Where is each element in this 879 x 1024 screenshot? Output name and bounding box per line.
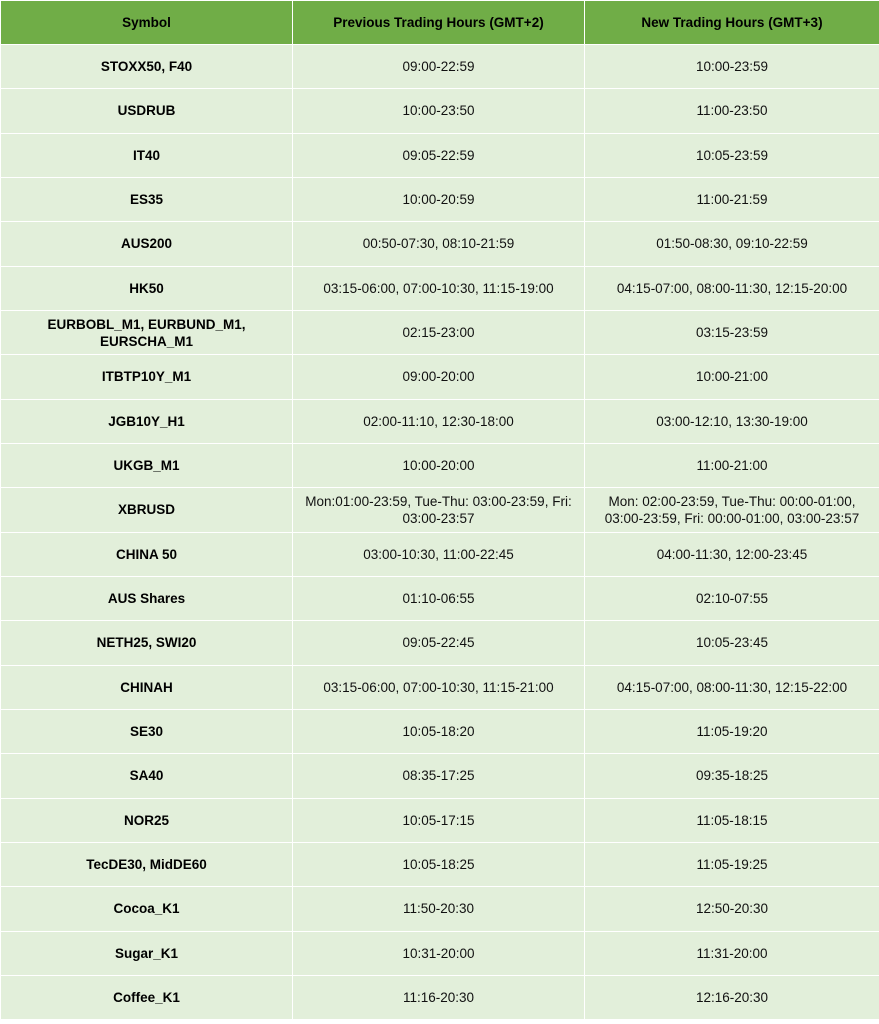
previous-hours-cell: 09:05-22:45 (293, 621, 585, 665)
table-row (1, 222, 879, 266)
new-hours-cell: 02:10-07:55 (585, 576, 879, 620)
new-hours-cell: 11:05-18:15 (585, 798, 879, 842)
symbol-cell: NOR25 (1, 798, 293, 842)
new-hours-cell: 12:16-20:30 (585, 975, 879, 1019)
symbol-cell: EURBOBL_M1, EURBUND_M1, EURSCHA_M1 (1, 310, 293, 354)
symbol-column-header: Symbol (1, 1, 293, 45)
previous-hours-cell: 02:00-11:10, 12:30-18:00 (293, 399, 585, 443)
symbol-cell: ES35 (1, 177, 293, 221)
symbol-cell: TecDE30, MidDE60 (1, 842, 293, 886)
symbol-cell: JGB10Y_H1 (1, 399, 293, 443)
new-hours-cell: 04:15-07:00, 08:00-11:30, 12:15-22:00 (585, 665, 879, 709)
new-hours-cell: 04:00-11:30, 12:00-23:45 (585, 532, 879, 576)
new-hours-cell: 12:50-20:30 (585, 887, 879, 931)
symbol-cell: USDRUB (1, 89, 293, 133)
previous-hours-cell: 00:50-07:30, 08:10-21:59 (293, 222, 585, 266)
new-hours-cell: 10:00-23:59 (585, 45, 879, 89)
previous-hours-cell: 03:15-06:00, 07:00-10:30, 11:15-21:00 (293, 665, 585, 709)
symbol-cell: NETH25, SWI20 (1, 621, 293, 665)
previous-hours-cell: 10:05-18:20 (293, 709, 585, 753)
table-row (1, 177, 879, 221)
new-hours-cell: 10:00-21:00 (585, 355, 879, 399)
symbol-cell: AUS200 (1, 222, 293, 266)
previous-hours-cell: 10:00-20:00 (293, 443, 585, 487)
new-hours-column-header: New Trading Hours (GMT+3) (585, 1, 879, 45)
previous-hours-column-header: Previous Trading Hours (GMT+2) (293, 1, 585, 45)
table-row (1, 532, 879, 576)
symbol-cell: SA40 (1, 754, 293, 798)
symbol-cell: STOXX50, F40 (1, 45, 293, 89)
table-row (1, 621, 879, 665)
symbol-cell: Coffee_K1 (1, 975, 293, 1019)
previous-hours-cell: 10:05-18:25 (293, 842, 585, 886)
previous-hours-cell: 10:00-23:50 (293, 89, 585, 133)
symbol-cell: ITBTP10Y_M1 (1, 355, 293, 399)
table-row (1, 665, 879, 709)
symbol-cell: Cocoa_K1 (1, 887, 293, 931)
table-row (1, 89, 879, 133)
table-row (1, 576, 879, 620)
symbol-cell: HK50 (1, 266, 293, 310)
previous-hours-cell: 09:05-22:59 (293, 133, 585, 177)
previous-hours-cell: 03:00-10:30, 11:00-22:45 (293, 532, 585, 576)
new-hours-cell: 11:31-20:00 (585, 931, 879, 975)
table-row (1, 975, 879, 1019)
table-row (1, 754, 879, 798)
new-hours-cell: 10:05-23:59 (585, 133, 879, 177)
new-hours-cell: 10:05-23:45 (585, 621, 879, 665)
new-hours-cell: 11:00-23:50 (585, 89, 879, 133)
previous-hours-cell: 08:35-17:25 (293, 754, 585, 798)
previous-hours-cell: 10:00-20:59 (293, 177, 585, 221)
table-row (1, 488, 879, 532)
new-hours-cell: 03:15-23:59 (585, 310, 879, 354)
table-row (1, 399, 879, 443)
symbol-cell: CHINAH (1, 665, 293, 709)
table-row (1, 842, 879, 886)
previous-hours-cell: 10:31-20:00 (293, 931, 585, 975)
table-row (1, 798, 879, 842)
previous-hours-cell: 01:10-06:55 (293, 576, 585, 620)
new-hours-cell: Mon: 02:00-23:59, Tue-Thu: 00:00-01:00, 03:00-23:59, Fri: 00:00-01:00, 03:00-23:57 (585, 488, 879, 532)
previous-hours-cell: Mon:01:00-23:59, Tue-Thu: 03:00-23:59, Fri: 03:00-23:57 (293, 488, 585, 532)
previous-hours-cell: 11:50-20:30 (293, 887, 585, 931)
new-hours-cell: 01:50-08:30, 09:10-22:59 (585, 222, 879, 266)
new-hours-cell: 11:05-19:20 (585, 709, 879, 753)
new-hours-cell: 11:00-21:00 (585, 443, 879, 487)
table-row (1, 931, 879, 975)
previous-hours-cell: 03:15-06:00, 07:00-10:30, 11:15-19:00 (293, 266, 585, 310)
new-hours-cell: 09:35-18:25 (585, 754, 879, 798)
symbol-cell: IT40 (1, 133, 293, 177)
new-hours-cell: 11:00-21:59 (585, 177, 879, 221)
header-row (1, 1, 879, 45)
table-row (1, 355, 879, 399)
table-row (1, 709, 879, 753)
table-row (1, 310, 879, 354)
previous-hours-cell: 09:00-20:00 (293, 355, 585, 399)
previous-hours-cell: 11:16-20:30 (293, 975, 585, 1019)
previous-hours-cell: 10:05-17:15 (293, 798, 585, 842)
symbol-cell: AUS Shares (1, 576, 293, 620)
table-row (1, 443, 879, 487)
symbol-cell: UKGB_M1 (1, 443, 293, 487)
table-body (1, 45, 879, 1020)
new-hours-cell: 11:05-19:25 (585, 842, 879, 886)
previous-hours-cell: 09:00-22:59 (293, 45, 585, 89)
symbol-cell: SE30 (1, 709, 293, 753)
new-hours-cell: 03:00-12:10, 13:30-19:00 (585, 399, 879, 443)
new-hours-cell: 04:15-07:00, 08:00-11:30, 12:15-20:00 (585, 266, 879, 310)
table-row (1, 266, 879, 310)
table-row (1, 45, 879, 89)
symbol-cell: XBRUSD (1, 488, 293, 532)
symbol-cell: CHINA 50 (1, 532, 293, 576)
symbol-cell: Sugar_K1 (1, 931, 293, 975)
previous-hours-cell: 02:15-23:00 (293, 310, 585, 354)
table-row (1, 133, 879, 177)
table-row (1, 887, 879, 931)
